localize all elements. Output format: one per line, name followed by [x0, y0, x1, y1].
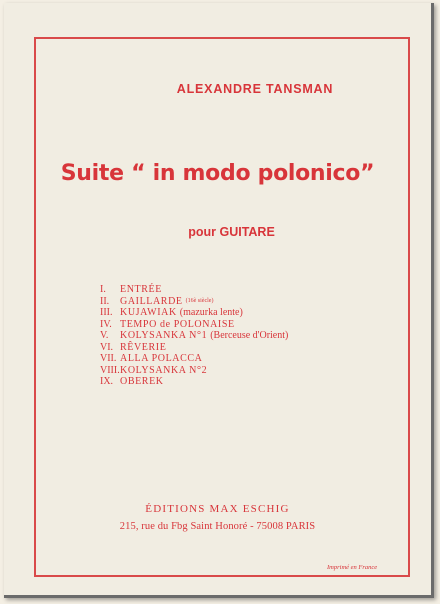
movement-item: III. KUJAWIAK (mazurka lente): [100, 307, 243, 318]
score-cover-page: [4, 3, 434, 598]
movement-item: VI. RÊVERIE: [100, 341, 167, 353]
movement-item: V. KOLYSANKA N°1 (Berceuse d'Orient): [100, 330, 289, 341]
publisher-address: 215, rue du Fbg Saint Honoré - 75008 PARIS: [119, 521, 316, 532]
printed-in-france-note: Imprimé en France: [327, 564, 378, 571]
movement-item: I. ENTRÉE: [100, 284, 162, 295]
instrument-name: GUITARE: [219, 225, 275, 239]
movement-list: [100, 284, 288, 388]
movement-item: VIII. KOLYSANKA N°2: [100, 364, 208, 376]
movement-note: (16è siècle): [185, 297, 214, 304]
composer-name: ALEXANDRE TANSMAN: [176, 82, 334, 96]
publisher-name: ÉDITIONS MAX ESCHIG: [145, 503, 290, 515]
movement-note: (Berceuse d'Orient): [210, 330, 289, 341]
instrument-prefix: pour: [188, 225, 216, 239]
instrument-line: [4, 225, 431, 239]
movement-item: IV. TEMPO de POLONAISE: [100, 318, 235, 330]
movement-note: (mazurka lente): [179, 307, 243, 318]
movement-item: IX. OBEREK: [100, 376, 164, 387]
movement-item: VII. ALLA POLACCA: [100, 353, 203, 364]
title: Suite “ in modo polonico”: [60, 161, 375, 186]
movement-item: II. GAILLARDE (16è siècle): [100, 295, 214, 307]
